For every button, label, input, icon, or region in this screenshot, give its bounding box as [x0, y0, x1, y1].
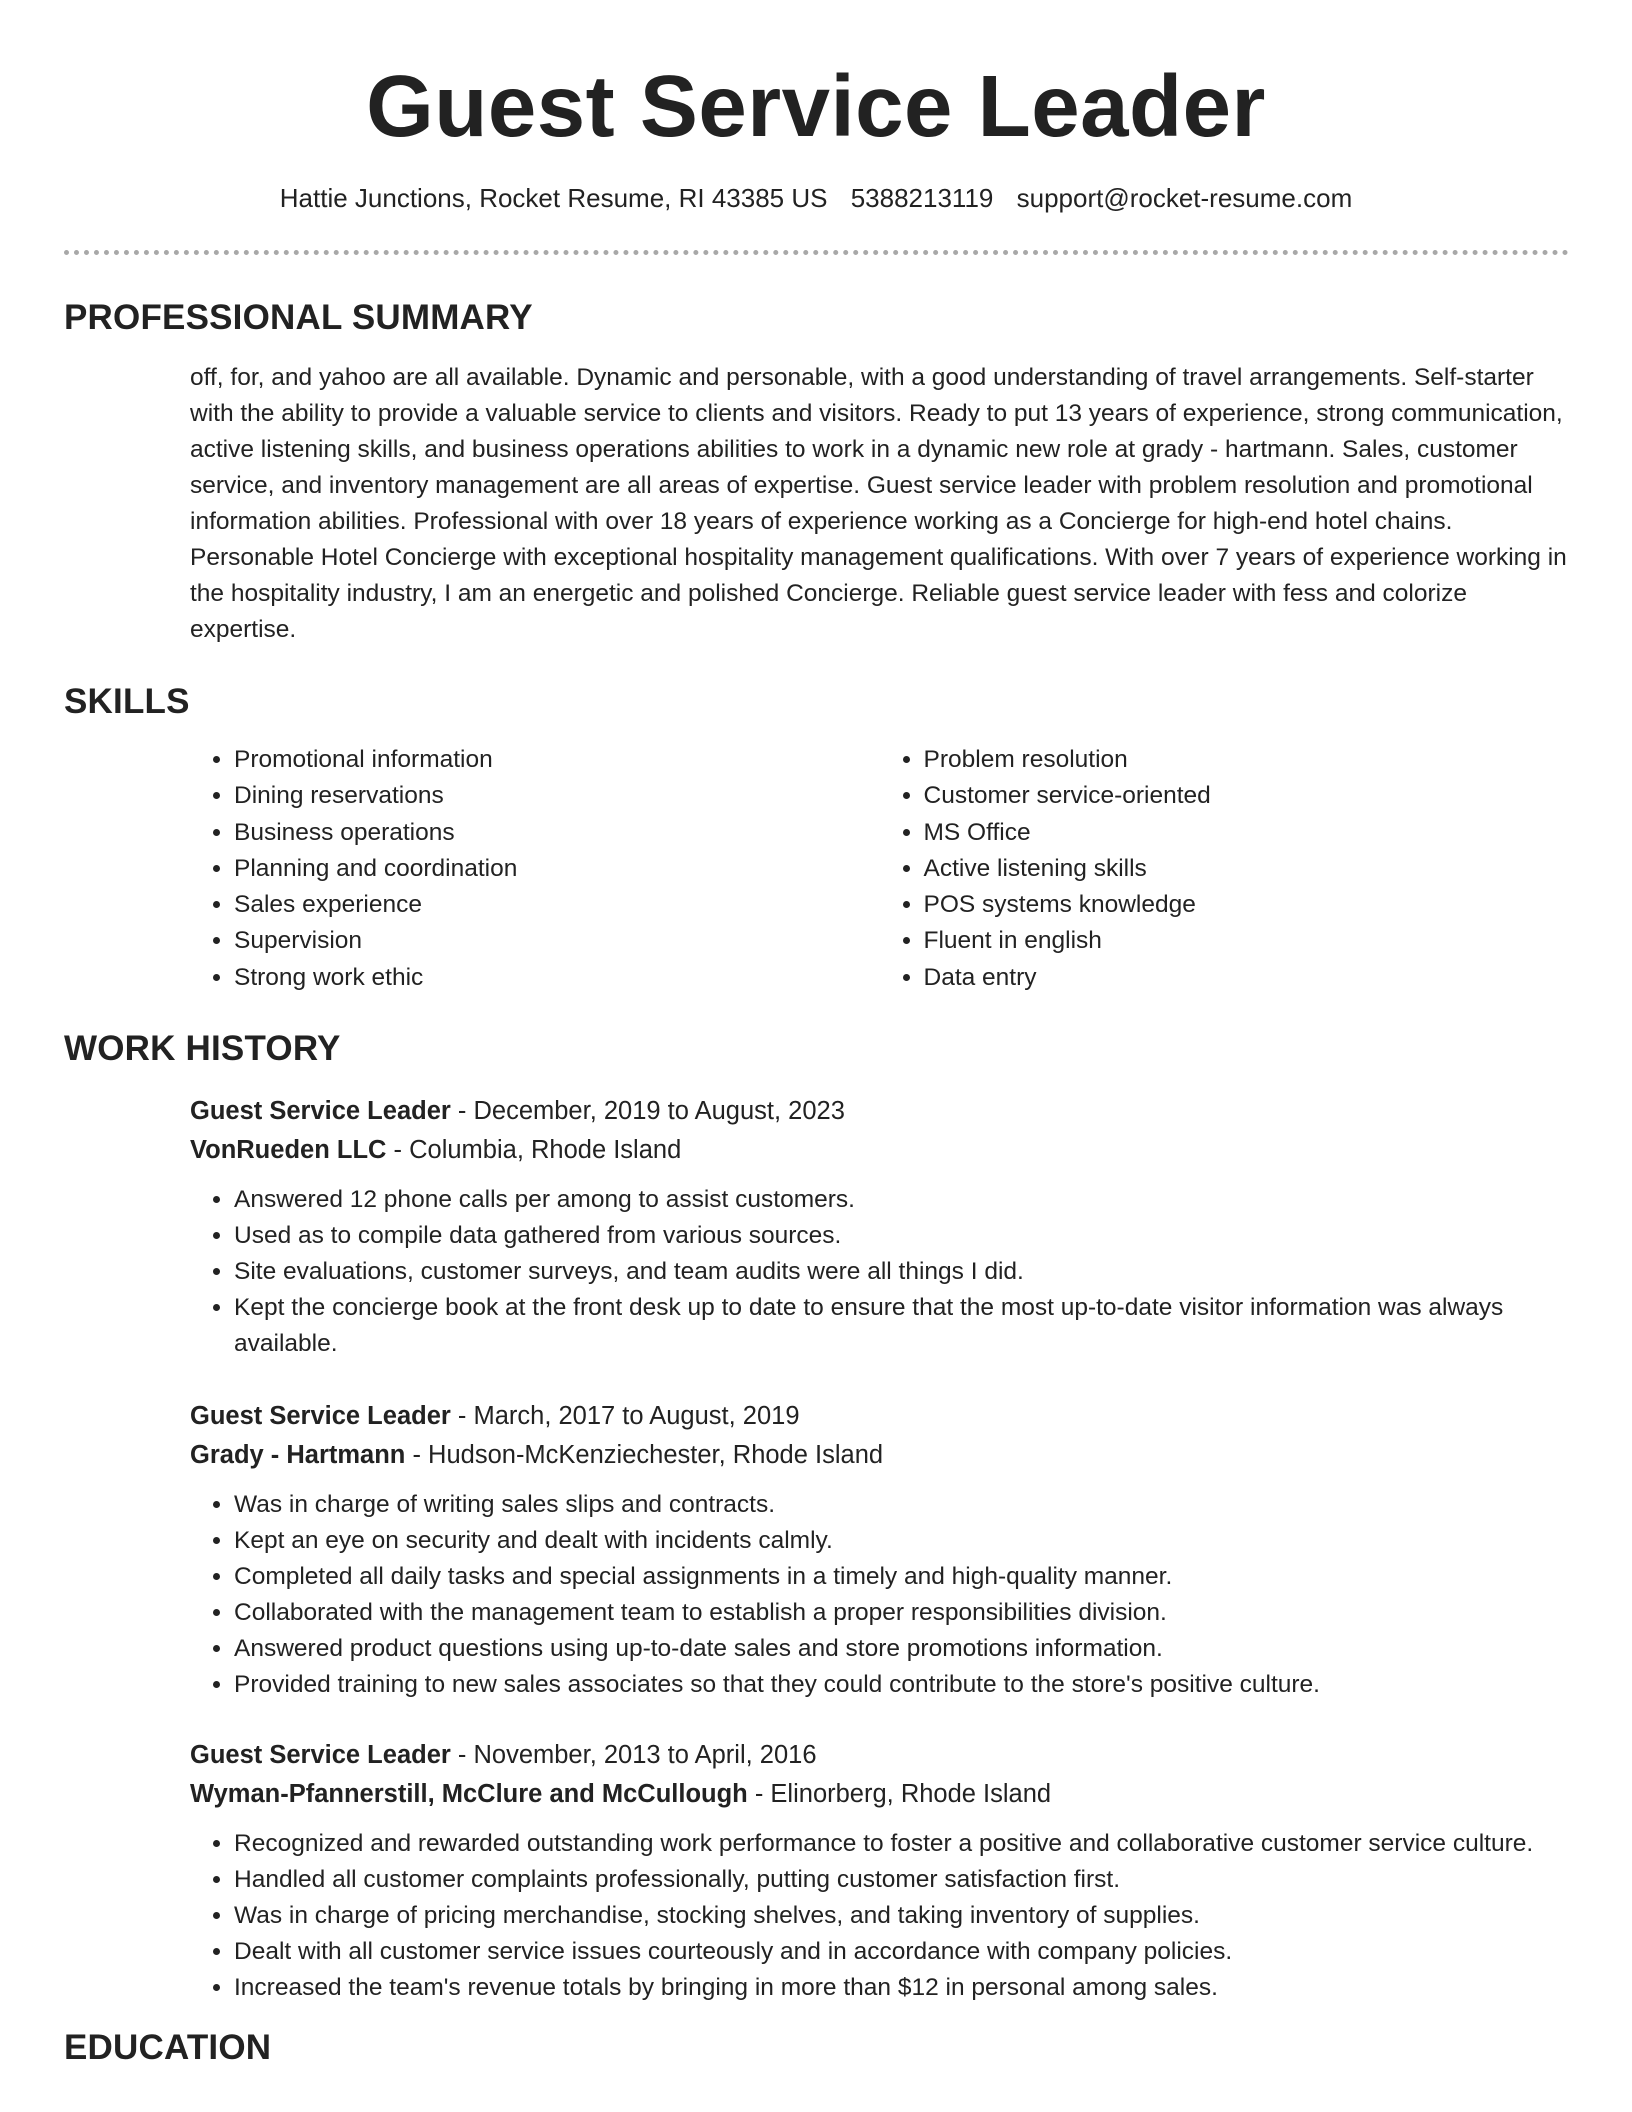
job-bullet: • Used as to compile data gathered from various sources. [234, 1218, 1569, 1254]
job-location: - Elinorberg, Rhode Island [747, 1780, 1052, 1808]
skill-item: • Supervision [234, 923, 880, 959]
skills-list-left [190, 742, 880, 996]
job-bullets [190, 1182, 1569, 1362]
skills-heading: SKILLS [64, 682, 190, 721]
job-bullet: • Kept the concierge book at the front desk up to date to ensure that the most up-to-date visitor information was always available. [234, 1290, 1569, 1362]
job-bullet: • Kept an eye on security and dealt with incidents calmly. [234, 1523, 1569, 1559]
job-company: VonRueden LLC [190, 1136, 387, 1164]
skill-item: • Business operations [234, 815, 880, 851]
job-bullet: • Answered product questions using up-to-date sales and store promotions information. [234, 1631, 1569, 1667]
contact-line [0, 178, 1632, 218]
job-company-line [190, 1131, 1569, 1170]
summary-heading: PROFESSIONAL SUMMARY [64, 298, 533, 337]
job-bullet: • Increased the team's revenue totals by bringing in more than $12 in personal among sales. [234, 1970, 1569, 2006]
job-title: Guest Service Leader [190, 1097, 451, 1125]
skill-item: • Sales experience [234, 887, 880, 923]
skill-item: • Customer service-oriented [924, 778, 1570, 814]
job-dates: - December, 2019 to August, 2023 [450, 1097, 845, 1125]
skill-item: • Data entry [924, 960, 1570, 996]
job-bullet: • Was in charge of writing sales slips and contracts. [234, 1487, 1569, 1523]
job-bullet: • Collaborated with the management team to establish a proper responsibilities division. [234, 1595, 1569, 1631]
job-location: - Hudson-McKenziechester, Rhode Island [405, 1441, 884, 1469]
job-bullet: • Handled all customer complaints professionally, putting customer satisfaction first. [234, 1862, 1569, 1898]
skill-item: • POS systems knowledge [924, 887, 1570, 923]
job-title-line [190, 1397, 1569, 1436]
job-bullet: • Completed all daily tasks and special assignments in a timely and high-quality manner. [234, 1559, 1569, 1595]
skill-item: • Fluent in english [924, 923, 1570, 959]
job-title-line [190, 1736, 1569, 1775]
skill-item: • Planning and coordination [234, 851, 880, 887]
job-bullet: • Provided training to new sales associates so that they could contribute to the store's positive culture. [234, 1667, 1569, 1703]
work-history-section [64, 1027, 1569, 1071]
job-company-line [190, 1775, 1569, 1814]
job-dates: - November, 2013 to April, 2016 [450, 1741, 817, 1769]
job-title: Guest Service Leader [190, 1741, 451, 1769]
contact-address: Hattie Junctions, Rocket Resume, RI 43385 US [279, 183, 828, 213]
education-section [64, 2026, 1569, 2070]
contact-phone: 5388213119 [850, 183, 994, 213]
skill-item: • Active listening skills [924, 851, 1570, 887]
job-entry [64, 1397, 1569, 1703]
job-title: Guest Service Leader [190, 1402, 451, 1430]
job-bullets [190, 1487, 1569, 1703]
job-bullet: • Recognized and rewarded outstanding work performance to foster a positive and collaborative customer service culture. [234, 1826, 1569, 1862]
job-bullet: • Answered 12 phone calls per among to assist customers. [234, 1182, 1569, 1218]
job-company: Wyman-Pfannerstill, McClure and McCullough [190, 1780, 748, 1808]
job-company: Grady - Hartmann [190, 1441, 406, 1469]
resume-name: Guest Service Leader [366, 58, 1266, 155]
skill-item: • Strong work ethic [234, 960, 880, 996]
summary-text: off, for, and yahoo are all available. Dynamic and personable, with a good understanding of travel arrangements. Self-starter with the ability to provide a valuable service to clients and visitors. Ready to put 13 years of experience, strong communication, active listening skills, and business operations abilities to work in a dynamic new role at grady - hartmann. Sales, customer service, and inventory management are all areas of expertise. Guest service leader with problem resolution and promotional information abilities. Professional with over 18 years of experience working as a Concierge for high-end hotel chains. Personable Hotel Concierge with exceptional hospitality management qualifications. With over 7 years of experience working in the hospitality industry, I am an energetic and polished Concierge. Reliable guest service leader with fess and colorize expertise. [190, 364, 1567, 643]
skills-list-right [880, 742, 1570, 996]
job-bullets [190, 1826, 1569, 2006]
work-history-heading: WORK HISTORY [64, 1029, 341, 1068]
job-dates: - March, 2017 to August, 2019 [450, 1402, 800, 1430]
job-bullet: • Was in charge of pricing merchandise, stocking shelves, and taking inventory of supplies. [234, 1898, 1569, 1934]
job-bullet: • Site evaluations, customer surveys, and team audits were all things I did. [234, 1254, 1569, 1290]
skills-columns [190, 742, 1569, 996]
education-heading: EDUCATION [64, 2028, 272, 2067]
skill-item: • Promotional information [234, 742, 880, 778]
skill-item: • MS Office [924, 815, 1570, 851]
skills-section [64, 680, 1569, 996]
skill-item: • Dining reservations [234, 778, 880, 814]
contact-email: support@rocket-resume.com [1016, 183, 1353, 213]
job-company-line [190, 1436, 1569, 1475]
job-location: - Columbia, Rhode Island [386, 1136, 682, 1164]
skill-item: • Problem resolution [924, 742, 1570, 778]
job-entry [64, 1736, 1569, 2006]
summary-section [64, 296, 1569, 648]
job-entry [64, 1092, 1569, 1362]
header-divider [64, 250, 1569, 255]
job-bullet: • Dealt with all customer service issues courteously and in accordance with company policies. [234, 1934, 1569, 1970]
job-title-line [190, 1092, 1569, 1131]
